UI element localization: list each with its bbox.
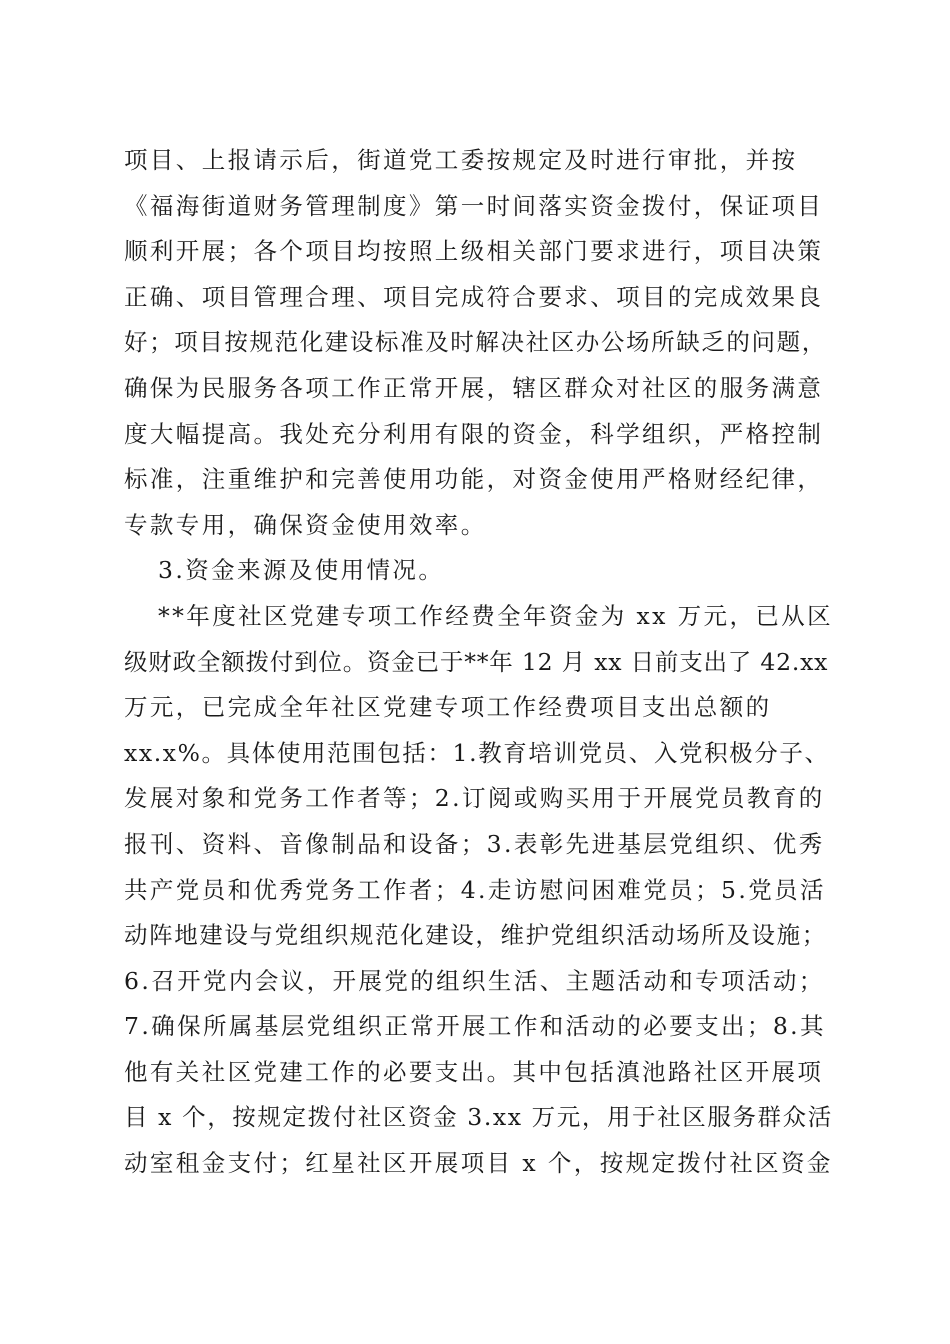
body-line: 他有关社区党建工作的必要支出。其中包括滇池路社区开展项 (124, 1057, 824, 1086)
body-line: 项目、上报请示后，街道党工委按规定及时进行审批，并按 (124, 146, 798, 174)
body-line: 万元，已完成全年社区党建专项工作经费项目支出总额的 (124, 693, 772, 722)
body-line: 7.确保所属基层党组织正常开展工作和活动的必要支出；8.其 (124, 1012, 826, 1041)
body-line: 级财政全额拨付到位。资金已于**年 12 月 xx 日前支出了 42.xx (124, 647, 829, 676)
body-line: 标准，注重维护和完善使用功能，对资金使用严格财经纪律， (124, 465, 824, 494)
body-line: 共产党员和优秀党务工作者；4.走访慰问困难党员；5.党员活 (124, 875, 826, 904)
body-line: 目 x 个，按规定拨付社区资金 3.xx 万元，用于社区服务群众活 (124, 1103, 833, 1132)
body-line: 确保为民服务各项工作正常开展，辖区群众对社区的服务满意 (124, 373, 824, 402)
body-line: 发展对象和党务工作者等；2.订阅或购买用于开展党员教育的 (124, 784, 825, 813)
body-line: xx.x%。具体使用范围包括：1.教育培训党员、入党积极分子、 (124, 738, 830, 767)
body-line: 好；项目按规范化建设标准及时解决社区办公场所缺乏的问题， (124, 328, 827, 357)
body-line: 6.召开党内会议，开展党的组织生活、主题活动和专项活动； (124, 966, 825, 995)
section-heading: 3.资金来源及使用情况。 (158, 556, 445, 585)
paragraph-first-line: **年度社区党建专项工作经费全年资金为 xx 万元，已从区 (158, 601, 834, 630)
body-line: 正确、项目管理合理、项目完成符合要求、项目的完成效果良 (124, 282, 824, 311)
body-line: 报刊、资料、音像制品和设备；3.表彰先进基层党组织、优秀 (124, 829, 825, 858)
body-line: 动室租金支付；红星社区开展项目 x 个，按规定拨付社区资金 (124, 1149, 833, 1178)
body-line: 动阵地建设与党组织规范化建设，维护党组织活动场所及设施； (124, 921, 827, 950)
body-line: 顺利开展；各个项目均按照上级相关部门要求进行，项目决策 (124, 237, 824, 266)
body-line: 度大幅提高。我处充分利用有限的资金，科学组织，严格控制 (124, 419, 824, 448)
document-body (124, 138, 836, 1187)
body-line: 《福海街道财务管理制度》第一时间落实资金拨付，保证项目 (124, 191, 824, 220)
body-line: 专款专用，确保资金使用效率。 (124, 510, 487, 539)
